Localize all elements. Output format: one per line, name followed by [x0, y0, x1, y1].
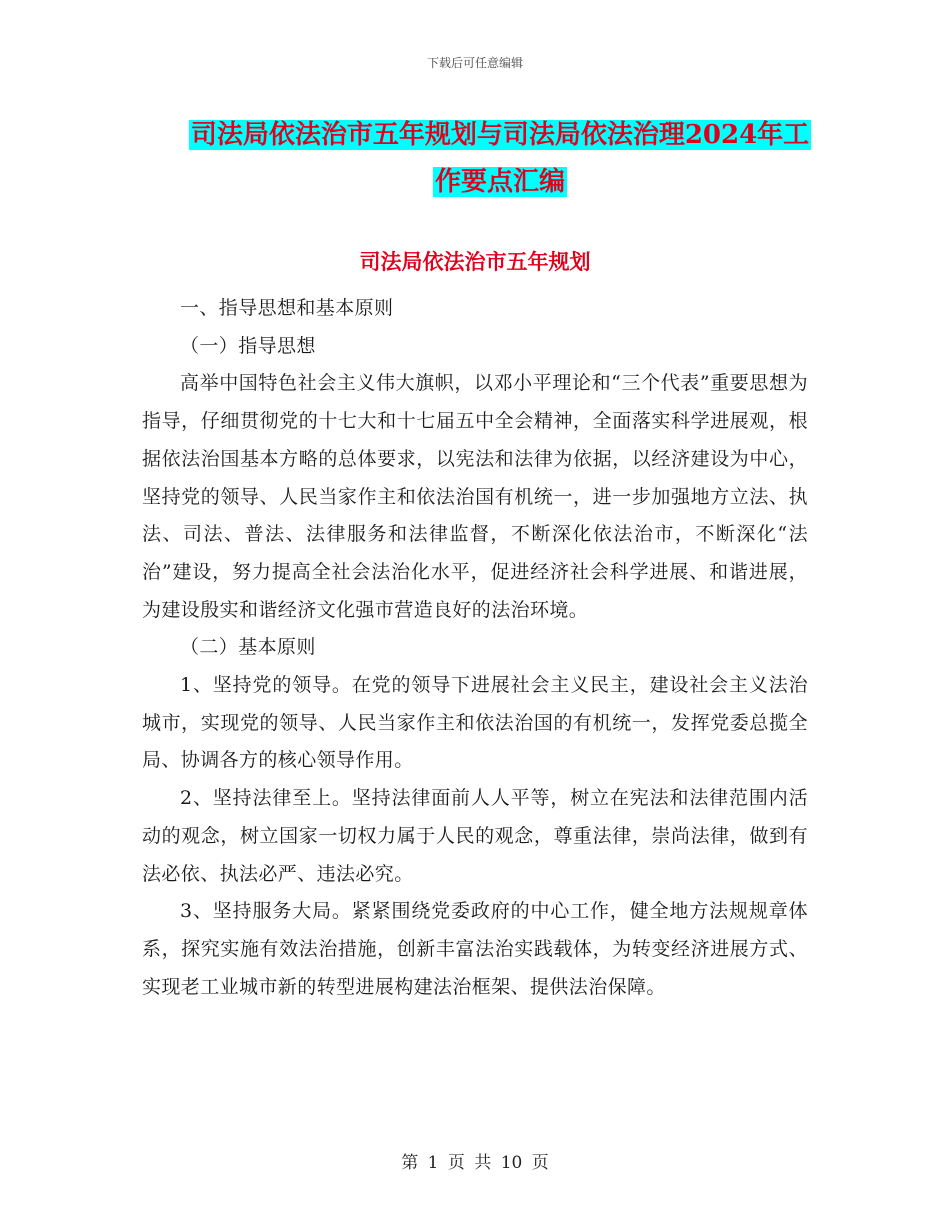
subheading-guiding-ideology: （一）指导思想: [180, 334, 316, 357]
header-note: 下载后可任意编辑: [426, 56, 523, 70]
document-title-line-2: 作要点汇编: [434, 167, 565, 197]
document-title-line-1: 司法局依法治市五年规划与司法局依法治理2024年工: [190, 120, 810, 150]
paragraph-principle-1: 1、坚持党的领导。在党的领导下进展社会主义民主，建设社会主义法治城市，实现党的领导、人民当家作主和依法治国的有机统一，发挥党委总揽全局、协调各方的核心领导作用。: [142, 674, 808, 772]
subheading-basic-principles: （二）基本原则: [180, 636, 316, 659]
document-title: [140, 112, 860, 206]
heading-guiding-principles: 一、指导思想和基本原则: [180, 297, 394, 319]
section-title: 司法局依法治市五年规划: [359, 249, 591, 274]
document-body: [142, 290, 808, 1006]
paragraph-guiding-ideology: 高举中国特色社会主义伟大旗帜，以邓小平理论和“三个代表”重要思想为指导，仔细贯彻党的十七大和十七届五中全会精神，全面落实科学进展观，根据依法治国基本方略的总体要求，以宪法和法律为依据，以经济建设为中心，坚持党的领导、人民当家作主和依法治国有机统一，进一步加强地方立法、执法、司法、普法、法律服务和法律监督，不断深化依法治市，不断深化“法治”建设，努力提高全社会法治化水平，促进经济社会科学进展、和谐进展，为建设殷实和谐经济文化强市营造良好的法治环境。: [142, 372, 808, 621]
page-number: 第 1 页 共 10 页: [401, 1153, 549, 1173]
paragraph-principle-3: 3、坚持服务大局。紧紧围绕党委政府的中心工作，健全地方法规规章体系，探究实施有效法治措施，创新丰富法治实践载体，为转变经济进展方式、实现老工业城市新的转型进展构建法治框架、提供法治保障。: [142, 900, 808, 998]
paragraph-principle-2: 2、坚持法律至上。坚持法律面前人人平等，树立在宪法和法律范围内活动的观念，树立国家一切权力属于人民的观念，尊重法律，崇尚法律，做到有法必依、执法必严、违法必究。: [142, 787, 808, 885]
